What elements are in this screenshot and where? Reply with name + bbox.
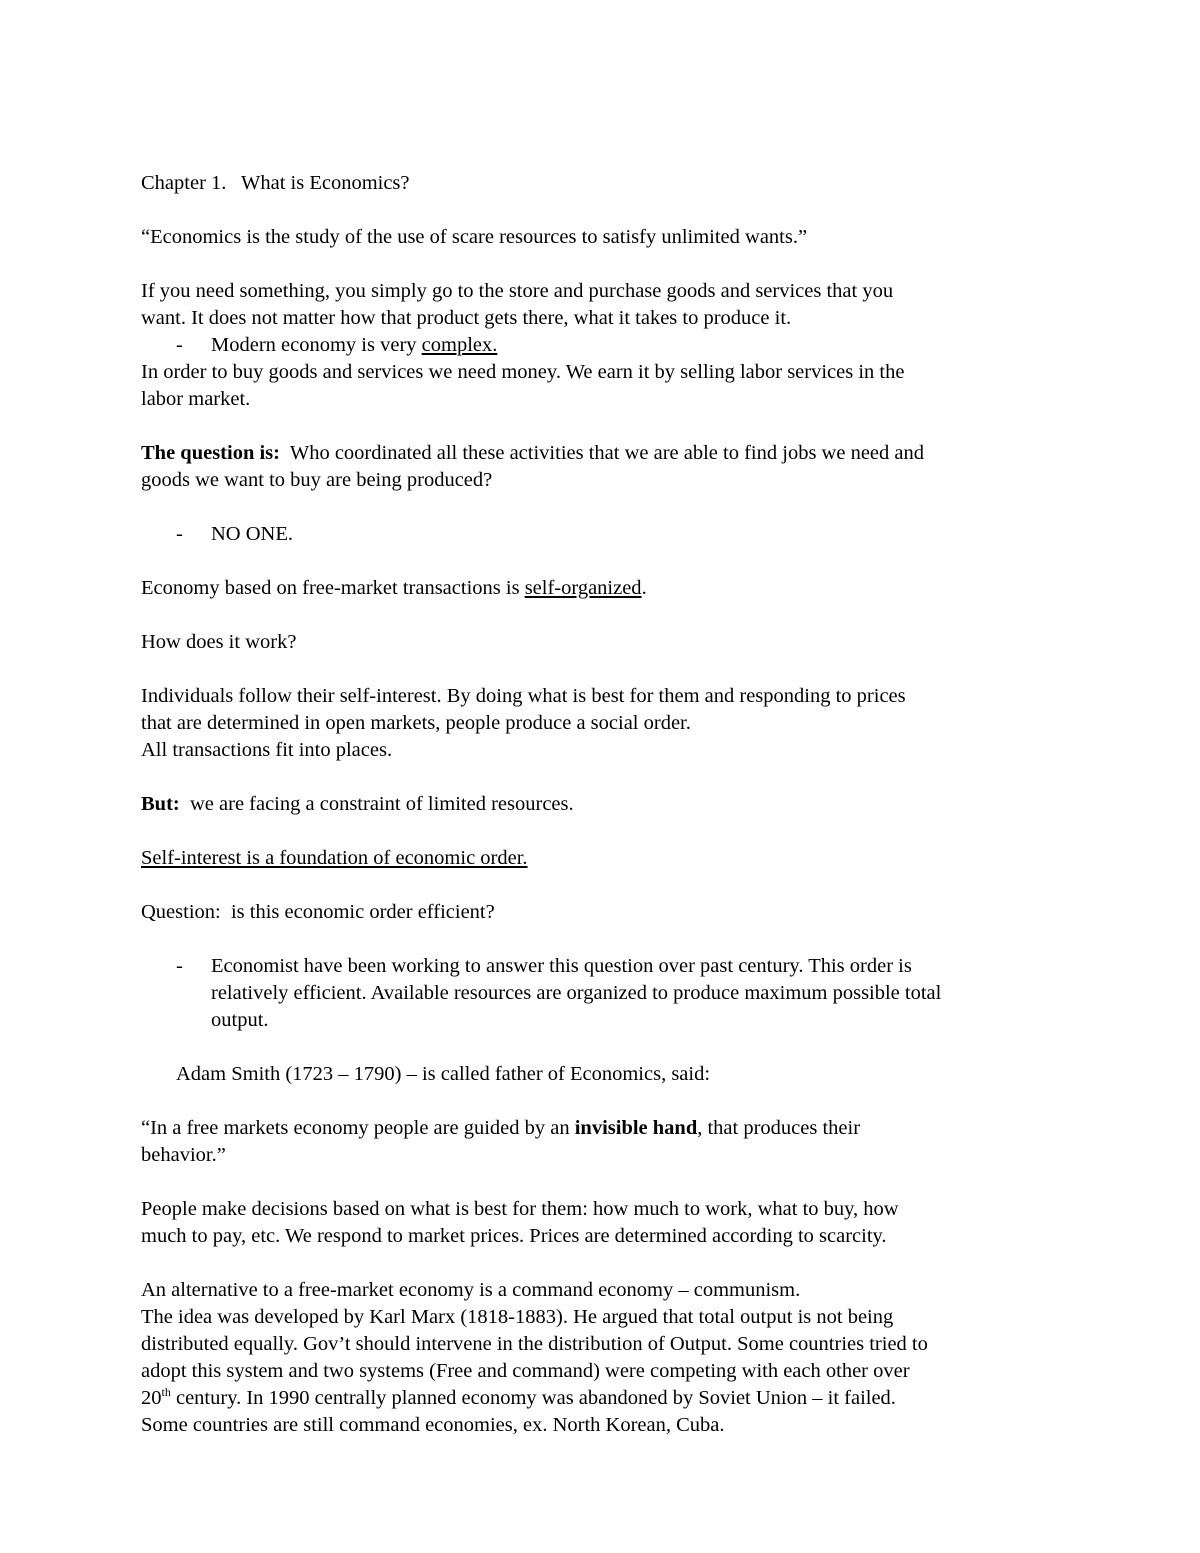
- command-line-6: Some countries are still command economies, ex. North Korean, Cuba.: [141, 1414, 725, 1436]
- bullet-complex: [141, 332, 1081, 359]
- money-line-2: labor market.: [141, 388, 251, 410]
- century-number: 20: [141, 1387, 162, 1409]
- smith-quote-line-2: behavior.”: [141, 1144, 226, 1166]
- command-line-3: distributed equally. Gov’t should intervene in the distribution of Output. Some countries tried to: [141, 1333, 928, 1355]
- answer-no-one: NO ONE.: [211, 523, 293, 545]
- question-text-1: Who coordinated all these activities that we are able to find jobs we need and: [279, 442, 924, 464]
- how-question: How does it work?: [141, 631, 297, 653]
- self-organized-paragraph: [141, 575, 1081, 602]
- definition-quote: “Economics is the study of the use of scare resources to satisfy unlimited wants.”: [141, 226, 808, 248]
- intro-line-1: If you need something, you simply go to the store and purchase goods and services that you: [141, 280, 894, 302]
- individuals-line-1: Individuals follow their self-interest. By doing what is best for them and responding to prices: [141, 685, 906, 707]
- decisions-line-1: People make decisions based on what is best for them: how much to work, what to buy, how: [141, 1198, 899, 1220]
- individuals-line-2: that are determined in open markets, people produce a social order.: [141, 712, 691, 734]
- chapter-number: Chapter 1.: [141, 172, 227, 194]
- question-text-2: goods we want to buy are being produced?: [141, 469, 493, 491]
- complex-underlined: complex.: [421, 334, 498, 356]
- chapter-title: What is Economics?: [241, 172, 410, 194]
- command-line-5-rest: century. In 1990 centrally planned economy was abandoned by Soviet Union – it failed.: [170, 1387, 896, 1409]
- efficiency-question: Question: is this economic order efficient?: [141, 901, 495, 923]
- foundation-underlined: Self-interest is a foundation of economic order.: [141, 847, 528, 869]
- smith-quote-line-1: [141, 1115, 1081, 1142]
- chapter-heading: [141, 170, 1081, 197]
- smith-intro: Adam Smith (1723 – 1790) – is called father of Economics, said:: [176, 1063, 711, 1085]
- bullet-no-one: [141, 521, 1081, 548]
- self-organized-underlined: self-organized: [524, 577, 642, 599]
- bullet-efficiency: [141, 953, 1081, 980]
- century-superscript: th: [161, 1385, 171, 1399]
- but-paragraph: [141, 791, 1081, 818]
- smith-quote-prefix: “In a free markets economy people are guided by an: [141, 1117, 575, 1139]
- individuals-line-3: All transactions fit into places.: [141, 739, 393, 761]
- command-line-5: [141, 1385, 1081, 1412]
- bullet-dash: -: [176, 334, 183, 356]
- question-label: The question is:: [141, 442, 280, 464]
- smith-quote-suffix: , that produces their: [697, 1117, 861, 1139]
- self-organized-prefix: Economy based on free-market transactions is: [141, 577, 525, 599]
- bullet-complex-text: Modern economy is very: [211, 334, 422, 356]
- decisions-line-2: much to pay, etc. We respond to market prices. Prices are determined according to scarcity.: [141, 1225, 887, 1247]
- but-text: we are facing a constraint of limited resources.: [179, 793, 574, 815]
- question-paragraph: [141, 440, 1081, 467]
- efficiency-answer-3: output.: [211, 1009, 269, 1031]
- bullet-dash: -: [176, 523, 183, 545]
- command-line-4: adopt this system and two systems (Free and command) were competing with each other over: [141, 1360, 910, 1382]
- command-line-2: The idea was developed by Karl Marx (1818-1883). He argued that total output is not being: [141, 1306, 894, 1328]
- invisible-hand-bold: invisible hand: [574, 1117, 698, 1139]
- bullet-dash: -: [176, 955, 183, 977]
- efficiency-answer-1: Economist have been working to answer this question over past century. This order is: [211, 955, 912, 977]
- command-line-1: An alternative to a free-market economy is a command economy – communism.: [141, 1279, 801, 1301]
- but-label: But:: [141, 793, 180, 815]
- efficiency-answer-2: relatively efficient. Available resources are organized to produce maximum possible total: [211, 982, 942, 1004]
- intro-line-2: want. It does not matter how that product gets there, what it takes to produce it.: [141, 307, 792, 329]
- self-organized-suffix: .: [641, 577, 647, 599]
- foundation-statement: [141, 845, 1081, 872]
- document-body: [141, 170, 1081, 1439]
- money-line-1: In order to buy goods and services we need money. We earn it by selling labor services in the: [141, 361, 905, 383]
